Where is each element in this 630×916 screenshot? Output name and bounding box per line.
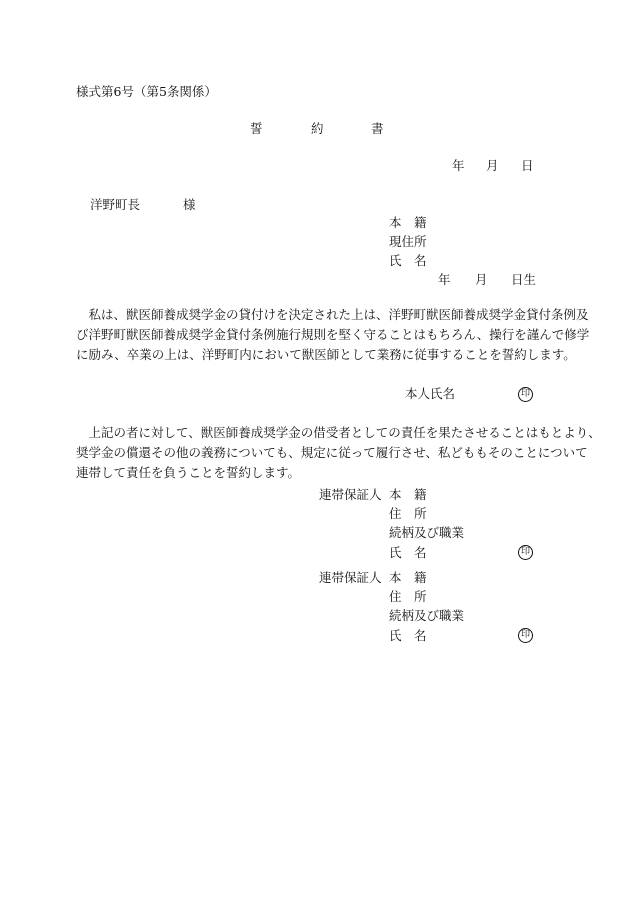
guarantor-honseki-label: 本 籍 — [389, 570, 427, 585]
guarantor-title: 連帯保証人 — [319, 570, 382, 585]
guarantor-address-label: 住 所 — [389, 506, 427, 521]
addressee-honorific: 様 — [183, 197, 196, 212]
guarantor-address-label: 住 所 — [389, 589, 427, 604]
pledge-line-2: び洋野町獣医師養成奨学金貸付条例施行規則を堅く守ることはもちろん、操行を謹んで修学 — [76, 327, 590, 342]
guarantor-name-label: 氏 名 — [389, 628, 427, 643]
guarantor-line-2: 奨学金の償還その他の義務についても、規定に従って履行させ、私どももそのことについて — [76, 445, 588, 460]
title-char-3: 書 — [371, 121, 384, 136]
seal-mark: 印 — [518, 387, 533, 402]
birth-year: 年 — [438, 272, 451, 287]
guarantor-line-1: 上記の者に対して、獣医師養成奨学金の借受者としての責任を果たさせることはもとより、 — [76, 425, 601, 440]
applicant-address-label: 現住所 — [389, 234, 427, 249]
applicant-name-label: 氏 名 — [389, 253, 427, 268]
guarantor-title: 連帯保証人 — [319, 487, 382, 502]
pledge-line-1: 私は、獣医師養成奨学金の貸付けを決定された上は、洋野町獣医師養成奨学金貸付条例及 — [76, 307, 589, 322]
guarantor-relation-label: 続柄及び職業 — [389, 608, 465, 623]
seal-mark: 印 — [518, 545, 533, 560]
signature-label: 本人氏名 — [405, 386, 456, 401]
guarantor-relation-label: 続柄及び職業 — [389, 525, 465, 540]
birth-day: 日生 — [511, 272, 537, 287]
addressee-name: 洋野町長 — [90, 197, 141, 212]
birth-month: 月 — [475, 272, 488, 287]
seal-mark: 印 — [518, 628, 533, 643]
date-day: 日 — [521, 158, 534, 173]
title-char-1: 誓 — [250, 121, 263, 136]
pledge-line-3: に励み、卒業の上は、洋野町内において獣医師として業務に従事することを誓約します。 — [76, 347, 576, 362]
date-month: 月 — [486, 158, 499, 173]
title-char-2: 約 — [311, 121, 324, 136]
form-number: 様式第6号（第5条関係） — [76, 84, 217, 99]
guarantor-name-label: 氏 名 — [389, 545, 427, 560]
guarantor-honseki-label: 本 籍 — [389, 487, 427, 502]
date-year: 年 — [452, 158, 465, 173]
applicant-honseki-label: 本 籍 — [389, 215, 427, 230]
guarantor-line-3: 連帯して責任を負うことを誓約します。 — [76, 465, 301, 480]
